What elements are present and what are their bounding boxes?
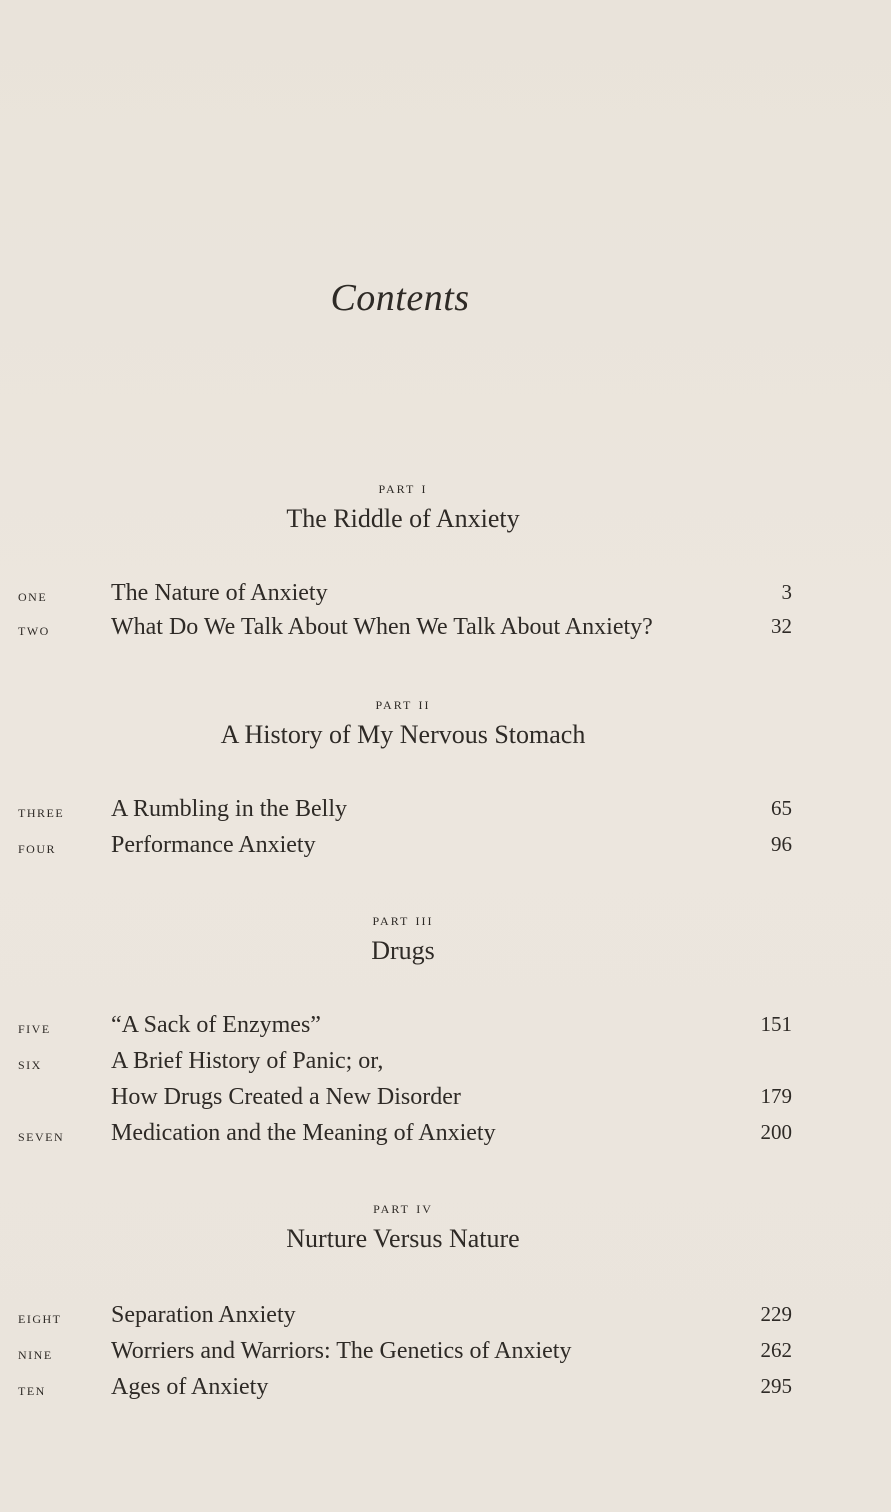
chapter-title: The Nature of Anxiety — [111, 580, 328, 606]
toc-entry[interactable] — [18, 1048, 800, 1080]
chapter-number: five — [18, 1018, 51, 1037]
chapter-title: Separation Anxiety — [111, 1302, 296, 1328]
page-number: 96 — [771, 832, 792, 856]
toc-entry[interactable] — [18, 614, 800, 646]
part-title: Nurture Versus Nature — [286, 1224, 520, 1253]
page-number: 151 — [760, 1012, 792, 1036]
toc-entry[interactable] — [18, 1302, 800, 1334]
chapter-title: Worriers and Warriors: The Genetics of Anxiety — [111, 1338, 572, 1364]
chapter-number: two — [18, 620, 50, 639]
part-title: A History of My Nervous Stomach — [220, 720, 586, 749]
chapter-title: How Drugs Created a New Disorder — [111, 1084, 461, 1110]
chapter-number: three — [18, 802, 65, 821]
chapter-title: Ages of Anxiety — [111, 1374, 269, 1400]
page-number: 262 — [760, 1338, 792, 1362]
page-number: 200 — [760, 1120, 792, 1144]
page-number: 3 — [781, 580, 792, 604]
chapter-number: ten — [18, 1380, 46, 1399]
toc-entry[interactable] — [18, 580, 800, 612]
chapter-title: “A Sack of Enzymes” — [111, 1012, 321, 1038]
page-number: 295 — [760, 1374, 792, 1398]
part-label: part iv — [373, 1198, 433, 1217]
toc-entry[interactable] — [18, 1374, 800, 1406]
page-number: 65 — [771, 796, 792, 820]
chapter-number: seven — [18, 1126, 65, 1145]
page-number: 229 — [760, 1302, 792, 1326]
part-title: Drugs — [371, 936, 435, 965]
chapter-number: nine — [18, 1344, 53, 1363]
toc-entry[interactable] — [18, 1012, 800, 1044]
toc-entry[interactable] — [18, 1338, 800, 1370]
page-number: 179 — [760, 1084, 792, 1108]
toc-entry-continuation[interactable] — [18, 1084, 800, 1116]
page-title: Contents — [330, 277, 470, 319]
chapter-title: What Do We Talk About When We Talk About Anxiety? — [111, 614, 653, 640]
chapter-number: one — [18, 586, 48, 605]
chapter-title: Performance Anxiety — [111, 832, 316, 858]
part-label: part i — [378, 478, 428, 497]
chapter-number: eight — [18, 1308, 62, 1327]
page-number: 32 — [771, 614, 792, 638]
part-label: part iii — [372, 910, 434, 929]
chapter-title: A Rumbling in the Belly — [111, 796, 348, 822]
chapter-title: Medication and the Meaning of Anxiety — [111, 1120, 496, 1146]
toc-entry[interactable] — [18, 832, 800, 864]
chapter-number: six — [18, 1054, 42, 1073]
chapter-number: four — [18, 838, 57, 857]
toc-entry[interactable] — [18, 796, 800, 828]
part-label: part ii — [375, 694, 431, 713]
toc-entry[interactable] — [18, 1120, 800, 1152]
part-title: The Riddle of Anxiety — [286, 504, 520, 533]
chapter-title: A Brief History of Panic; or, — [111, 1048, 384, 1074]
